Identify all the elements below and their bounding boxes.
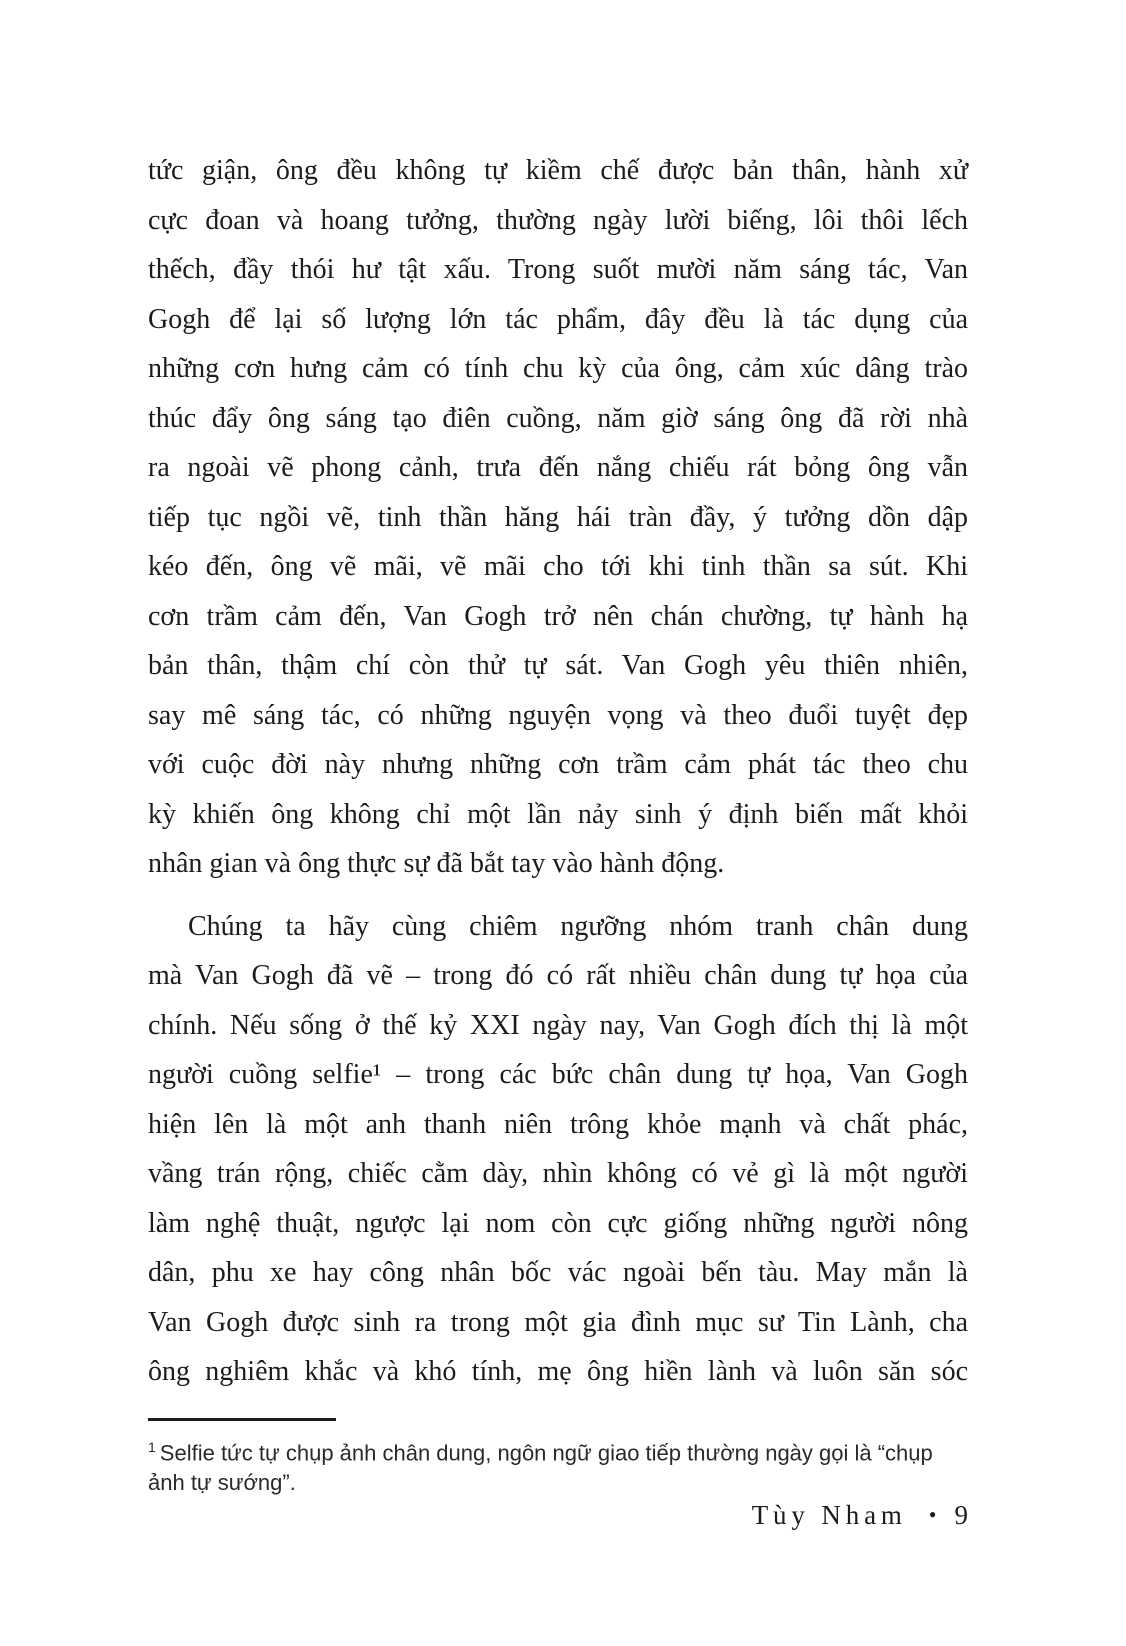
body-line: cực đoan và hoang tưởng, thường ngày lười biếng, lôi thôi lếch — [148, 204, 968, 236]
footer-page-number: 9 — [954, 1500, 968, 1530]
body-line: làm nghệ thuật, ngược lại nom còn cực giống những người nông — [148, 1207, 968, 1239]
body-line: ra ngoài vẽ phong cảnh, trưa đến nắng chiếu rát bỏng ông vẫn — [148, 452, 968, 483]
body-line: chính. Nếu sống ở thế kỷ XXI ngày nay, Van Gogh đích thị là một — [148, 1009, 968, 1041]
footnote-divider — [148, 1418, 336, 1421]
body-line: hiện lên là một anh thanh niên trông khỏe mạnh và chất phác, — [148, 1108, 968, 1140]
body-line: vầng trán rộng, chiếc cằm dày, nhìn không có vẻ gì là một người — [148, 1158, 968, 1189]
body-line: kéo đến, ông vẽ mãi, vẽ mãi cho tới khi tinh thần sa sút. Khi — [148, 551, 968, 582]
body-line: Van Gogh được sinh ra trong một gia đình mục sư Tin Lành, cha — [148, 1306, 968, 1338]
footer-book-title: Tùy Nham — [751, 1500, 907, 1530]
body-line: mà Van Gogh đã vẽ – trong đó có rất nhiều chân dung tự họa của — [148, 960, 968, 991]
body-line: nhân gian và ông thực sự đã bắt tay vào hành động. — [148, 848, 725, 879]
body-line: ông nghiêm khắc và khó tính, mẹ ông hiền lành và luôn săn sóc — [148, 1356, 968, 1387]
paragraph — [148, 146, 968, 889]
body-line: Gogh để lại số lượng lớn tác phẩm, đây đều là tác dụng của — [148, 303, 968, 335]
body-line: người cuồng selfie¹ – trong các bức chân dung tự họa, Van Gogh — [148, 1059, 968, 1090]
footnote-text: Selfie tức tự chụp ảnh chân dung, ngôn ngữ giao tiếp thường ngày gọi là “chụp ảnh tự sướng”. — [148, 1440, 933, 1496]
body-line: kỳ khiến ông không chỉ một lần nảy sinh ý định biến mất khỏi — [148, 798, 968, 830]
body-line: Chúng ta hãy cùng chiêm ngưỡng nhóm tranh chân dung — [188, 910, 968, 942]
body-line: dân, phu xe hay công nhân bốc vác ngoài bến tàu. May mắn là — [148, 1257, 968, 1288]
body-line: tiếp tục ngồi vẽ, tinh thần hăng hái tràn đầy, ý tưởng dồn dập — [148, 501, 968, 533]
body-line: say mê sáng tác, có những nguyện vọng và theo đuổi tuyệt đẹp — [148, 699, 968, 731]
body-line: bản thân, thậm chí còn thử tự sát. Van Gogh yêu thiên nhiên, — [148, 650, 968, 681]
body-line: với cuộc đời này nhưng những cơn trầm cảm phát tác theo chu — [148, 749, 968, 780]
footer-bullet-separator: • — [928, 1502, 937, 1527]
footnote-marker: 1 — [148, 1439, 156, 1455]
body-line: tức giận, ông đều không tự kiềm chế được bản thân, hành xử — [148, 155, 968, 186]
paragraph — [148, 902, 968, 1397]
body-line: thếch, đầy thói hư tật xấu. Trong suốt mười năm sáng tác, Van — [148, 254, 968, 285]
page-footer — [752, 1500, 968, 1531]
body-line: những cơn hưng cảm có tính chu kỳ của ông, cảm xúc dâng trào — [148, 353, 968, 384]
body-line: cơn trầm cảm đến, Van Gogh trở nên chán chường, tự hành hạ — [148, 600, 968, 632]
footnote — [148, 1432, 948, 1498]
body-text — [148, 146, 968, 1397]
body-line: thúc đẩy ông sáng tạo điên cuồng, năm giờ sáng ông đã rời nhà — [148, 402, 968, 434]
